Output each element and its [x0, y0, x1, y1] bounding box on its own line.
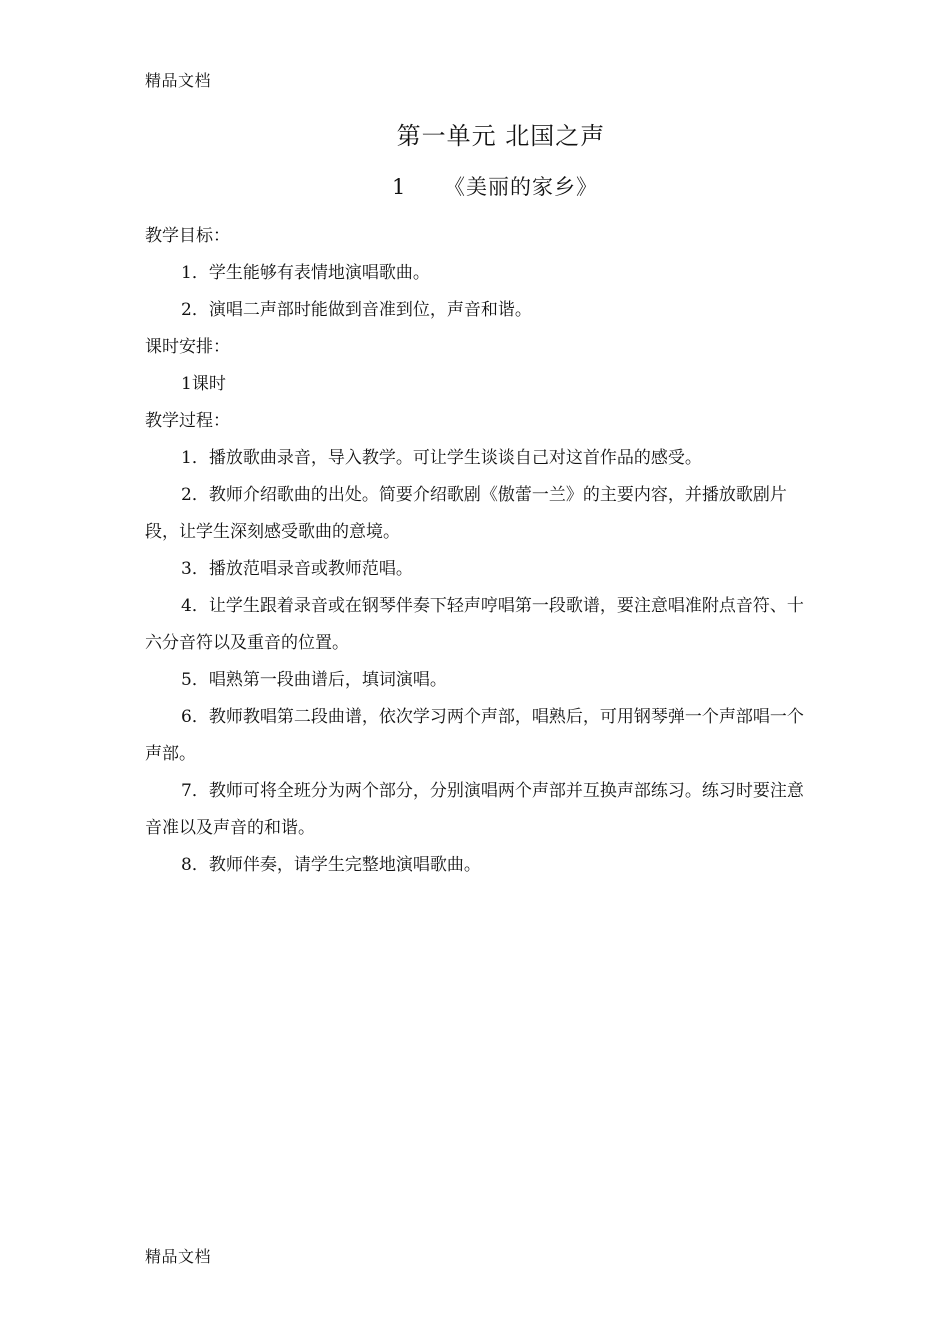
goals-heading: 教学目标： — [145, 226, 230, 246]
process-item: 4．让学生跟着录音或在钢琴伴奏下轻声哼唱第一段歌谱，要注意唱准附点音符、十六分音符以及重音的位置。 — [145, 596, 804, 653]
lesson-title — [392, 171, 598, 201]
schedule-heading: 课时安排： — [145, 337, 230, 357]
lesson-number: 1 — [392, 175, 407, 199]
process-item: 1．播放歌曲录音，导入教学。可让学生谈谈自己对这首作品的感受。 — [181, 448, 702, 468]
goal-item: 1．学生能够有表情地演唱歌曲。 — [181, 263, 430, 283]
process-item: 2．教师介绍歌曲的出处。简要介绍歌剧《傲蕾一兰》的主要内容，并播放歌剧片段，让学生深刻感受歌曲的意境。 — [145, 485, 787, 542]
page-header: 精品文档 — [145, 71, 212, 90]
document-body — [145, 218, 807, 884]
process-item: 6．教师教唱第二段曲谱，依次学习两个声部，唱熟后，可用钢琴弹一个声部唱一个声部。 — [145, 707, 804, 764]
schedule-value: 1课时 — [181, 374, 226, 394]
unit-title: 第一单元 北国之声 — [396, 122, 606, 150]
lesson-name: 《美丽的家乡》 — [444, 175, 598, 199]
process-item: 5．唱熟第一段曲谱后，填词演唱。 — [181, 670, 447, 690]
process-item: 7．教师可将全班分为两个部分，分别演唱两个声部并互换声部练习。练习时要注意音准以及声音的和谐。 — [145, 781, 804, 838]
process-item: 8．教师伴奏，请学生完整地演唱歌曲。 — [181, 855, 481, 875]
process-heading: 教学过程： — [145, 411, 230, 431]
goal-item: 2．演唱二声部时能做到音准到位，声音和谐。 — [181, 300, 532, 320]
page-footer: 精品文档 — [145, 1247, 212, 1266]
process-item: 3．播放范唱录音或教师范唱。 — [181, 559, 413, 579]
